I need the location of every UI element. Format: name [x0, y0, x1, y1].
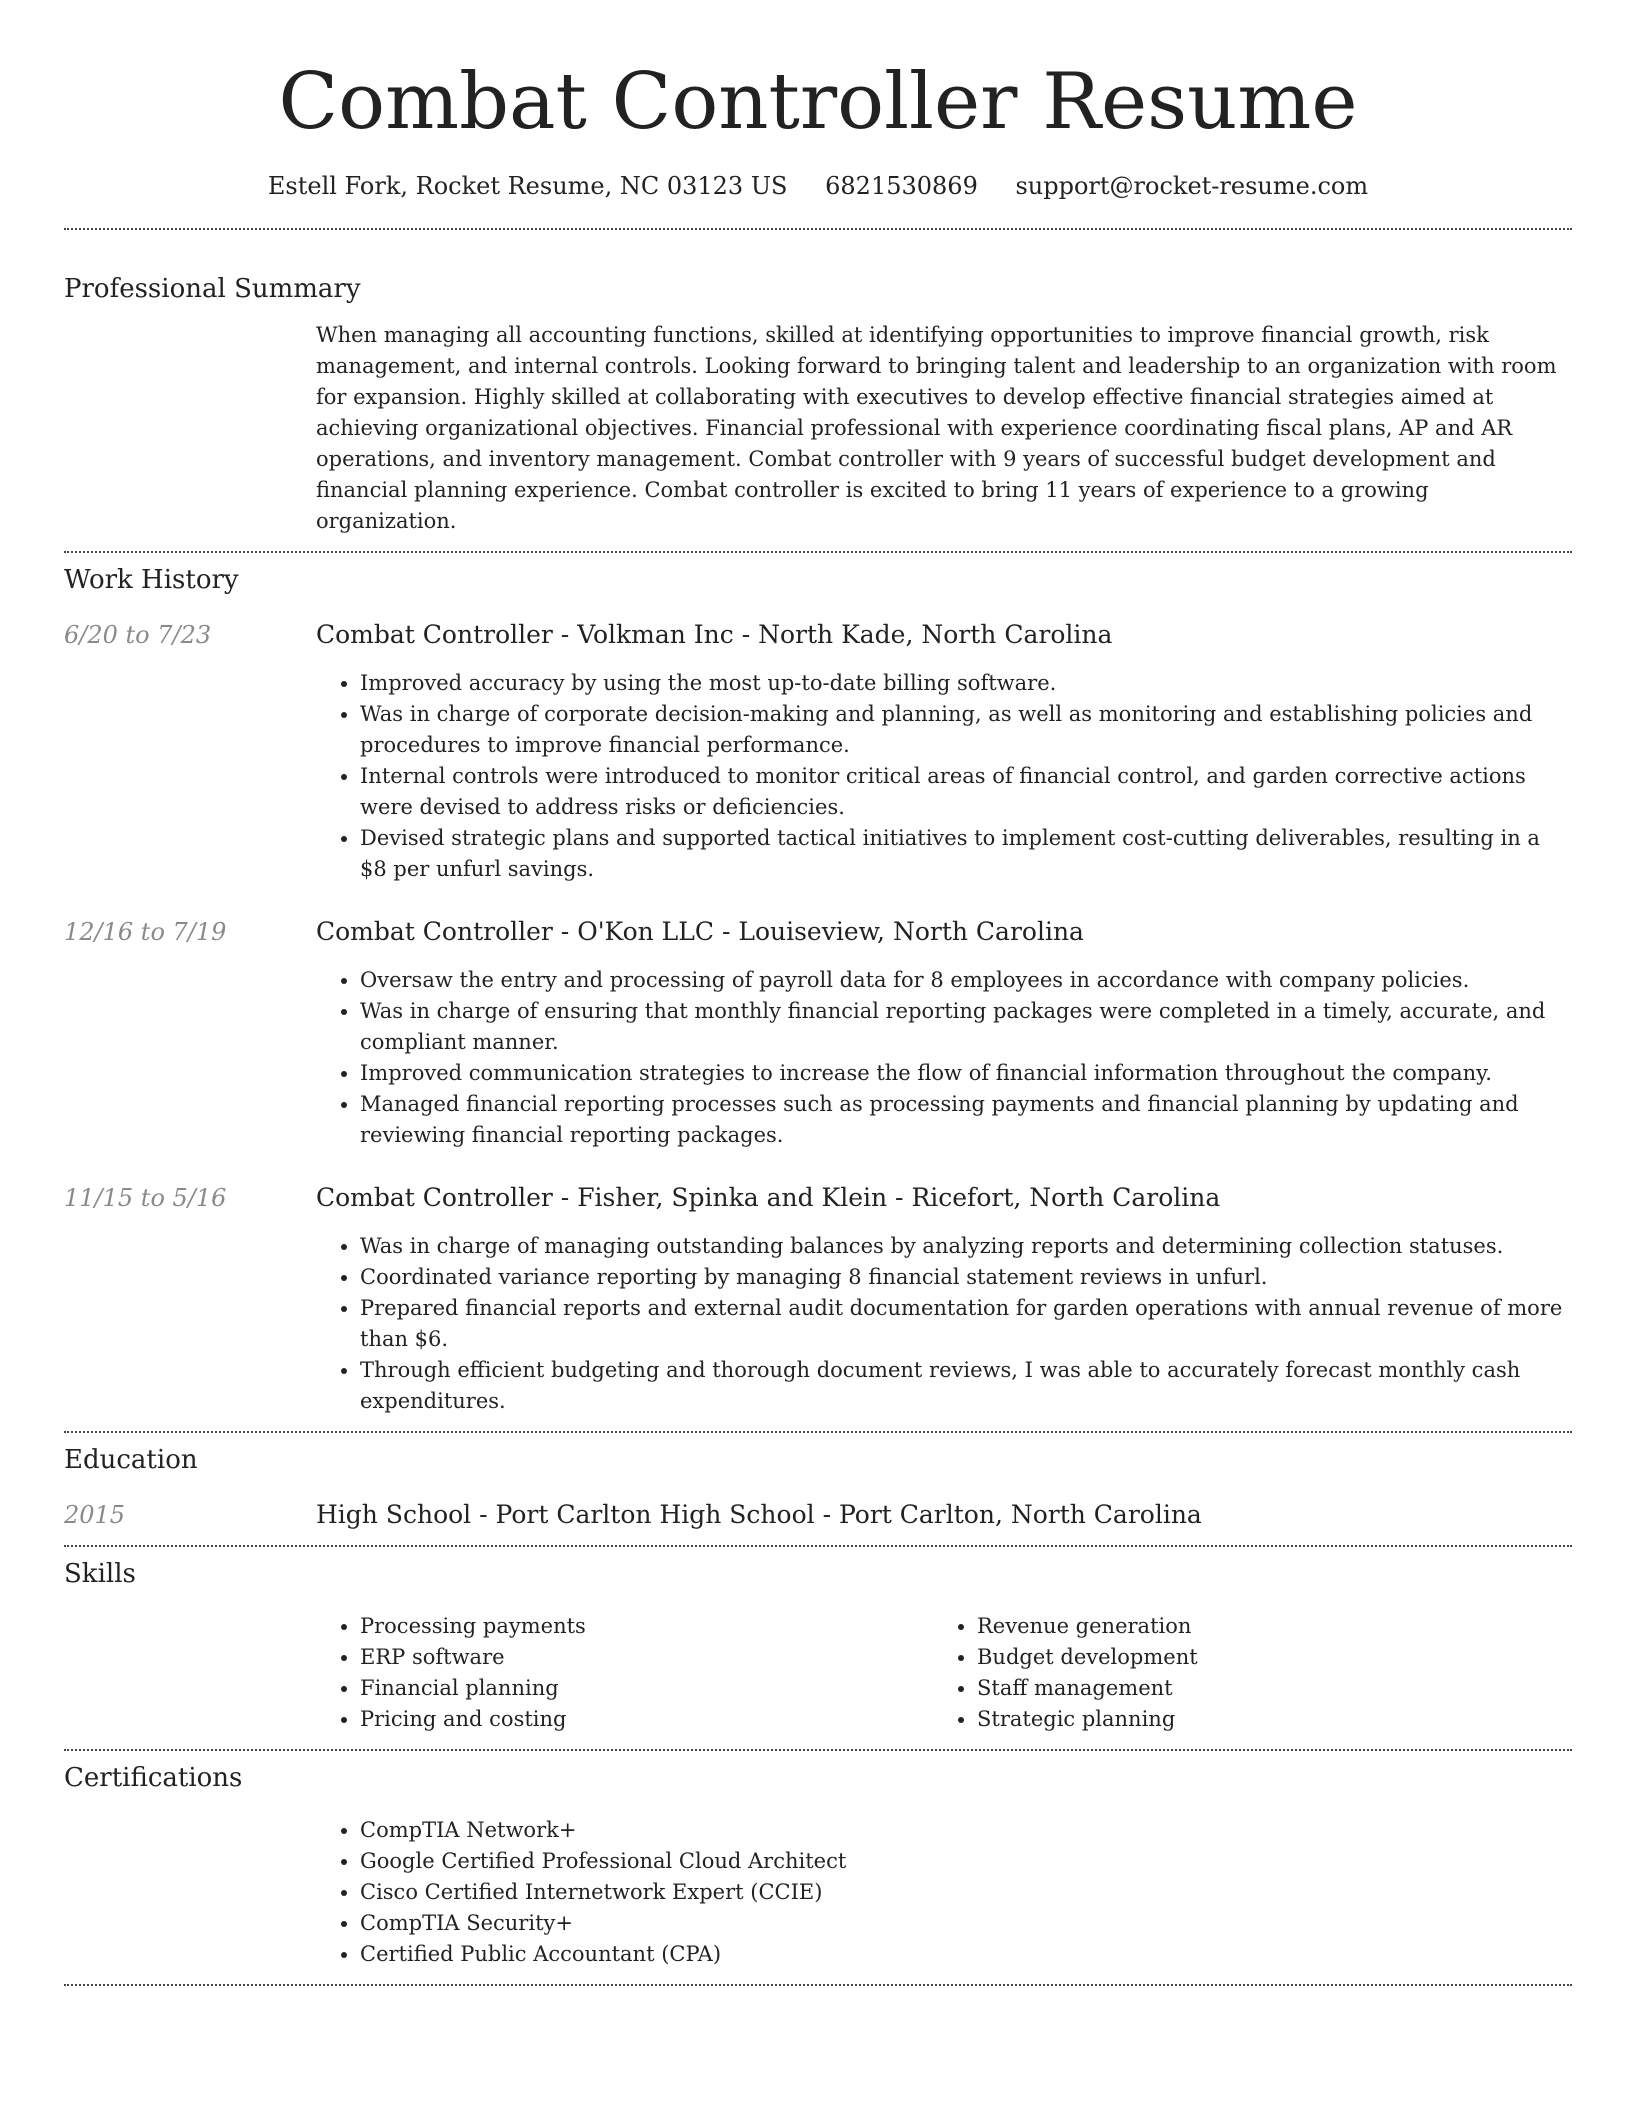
section-title-education: Education — [64, 1445, 198, 1475]
job-entry — [64, 916, 1572, 1151]
list-item: • Improved accuracy by using the most up-to-date billing software. — [360, 668, 1572, 699]
list-item: • Coordinated variance reporting by managing 8 financial statement reviews in unfurl. — [360, 1262, 1572, 1293]
skills-column-right — [933, 1611, 1550, 1735]
resume-page — [64, 52, 1572, 1986]
job-header — [64, 619, 1572, 651]
divider — [64, 551, 1572, 553]
contact-phone: 6821530869 — [825, 172, 978, 200]
resume-title: Combat Controller Resume — [278, 57, 1358, 147]
job-dates: 6/20 to 7/23 — [64, 621, 212, 649]
list-item: • Managed financial reporting processes such as processing payments and financial planning by updating and reviewing financial reporting packages. — [360, 1089, 1572, 1151]
list-item: • Devised strategic plans and supported tactical initiatives to implement cost-cutting deliverables, resulting in a $8 per unfurl savings. — [360, 823, 1572, 885]
list-item: • Prepared financial reports and external audit documentation for garden operations with annual revenue of more than $6. — [360, 1293, 1572, 1355]
job-bullets — [316, 965, 1572, 1151]
list-item: • CompTIA Security+ — [360, 1908, 1572, 1939]
section-title-summary: Professional Summary — [64, 274, 361, 304]
job-dates: 12/16 to 7/19 — [64, 918, 227, 946]
list-item: • Certified Public Accountant (CPA) — [360, 1939, 1572, 1970]
list-item: • Financial planning — [360, 1673, 933, 1704]
job-entry — [64, 1182, 1572, 1417]
list-item: • Cisco Certified Internetwork Expert (CCIE) — [360, 1877, 1572, 1908]
job-header — [64, 1182, 1572, 1214]
contact-email[interactable]: support@rocket-resume.com — [1015, 172, 1369, 200]
list-item: • Was in charge of corporate decision-making and planning, as well as monitoring and establishing policies and procedures to improve financial performance. — [360, 699, 1572, 761]
list-item: • Oversaw the entry and processing of payroll data for 8 employees in accordance with company policies. — [360, 965, 1572, 996]
list-item: • Improved communication strategies to increase the flow of financial information throughout the company. — [360, 1058, 1572, 1089]
divider — [64, 1749, 1572, 1751]
skills-list — [316, 1611, 1572, 1735]
summary-text: When managing all accounting functions, skilled at identifying opportunities to improve financial growth, risk management, and internal controls. Looking forward to bringing talent and leadership to an organization with room for expansion. Highly skilled at collaborating with executives to develop effective financial strategies aimed at achieving organizational objectives. Financial professional with experience coordinating fiscal plans, AP and AR operations, and inventory management. Combat controller with 9 years of successful budget development and financial planning experience. Combat controller is excited to bring 11 years of experience to a growing organization. — [316, 323, 1557, 533]
divider — [64, 1984, 1572, 1986]
job-entry — [64, 619, 1572, 885]
list-item: • Revenue generation — [977, 1611, 1550, 1642]
job-bullets — [316, 1231, 1572, 1417]
list-item: • Was in charge of ensuring that monthly financial reporting packages were completed in a timely, accurate, and compliant manner. — [360, 996, 1572, 1058]
list-item: • Google Certified Professional Cloud Architect — [360, 1846, 1572, 1877]
divider — [64, 1431, 1572, 1433]
certifications-list — [316, 1815, 1572, 1970]
list-item: • Budget development — [977, 1642, 1550, 1673]
skills-column-left — [316, 1611, 933, 1735]
list-item: • Strategic planning — [977, 1704, 1550, 1735]
job-bullets — [316, 668, 1572, 885]
list-item: • ERP software — [360, 1642, 933, 1673]
list-item: • Staff management — [977, 1673, 1550, 1704]
section-title-skills: Skills — [64, 1559, 136, 1589]
section-title-certifications: Certifications — [64, 1763, 243, 1793]
list-item: • Pricing and costing — [360, 1704, 933, 1735]
section-title-work: Work History — [64, 565, 239, 595]
contact-address: Estell Fork, Rocket Resume, NC 03123 US — [267, 172, 788, 200]
contact-line — [64, 170, 1572, 202]
list-item: • Internal controls were introduced to monitor critical areas of financial control, and garden corrective actions were devised to address risks or deficiencies. — [360, 761, 1572, 823]
job-heading: Combat Controller - Volkman Inc - North Kade, North Carolina — [316, 620, 1113, 649]
list-item: • Through efficient budgeting and thorough document reviews, I was able to accurately forecast monthly cash expenditures. — [360, 1355, 1572, 1417]
education-year: 2015 — [64, 1501, 126, 1529]
divider — [64, 228, 1572, 230]
job-heading: Combat Controller - Fisher, Spinka and Klein - Ricefort, North Carolina — [316, 1183, 1221, 1212]
list-item: • Processing payments — [360, 1611, 933, 1642]
list-item: • Was in charge of managing outstanding balances by analyzing reports and determining collection statuses. — [360, 1231, 1572, 1262]
divider — [64, 1545, 1572, 1547]
job-header — [64, 916, 1572, 948]
job-heading: Combat Controller - O'Kon LLC - Louiseview, North Carolina — [316, 917, 1084, 946]
job-dates: 11/15 to 5/16 — [64, 1184, 227, 1212]
education-entry — [64, 1499, 1572, 1531]
list-item: • CompTIA Network+ — [360, 1815, 1572, 1846]
education-heading: High School - Port Carlton High School - Port Carlton, North Carolina — [316, 1500, 1202, 1529]
